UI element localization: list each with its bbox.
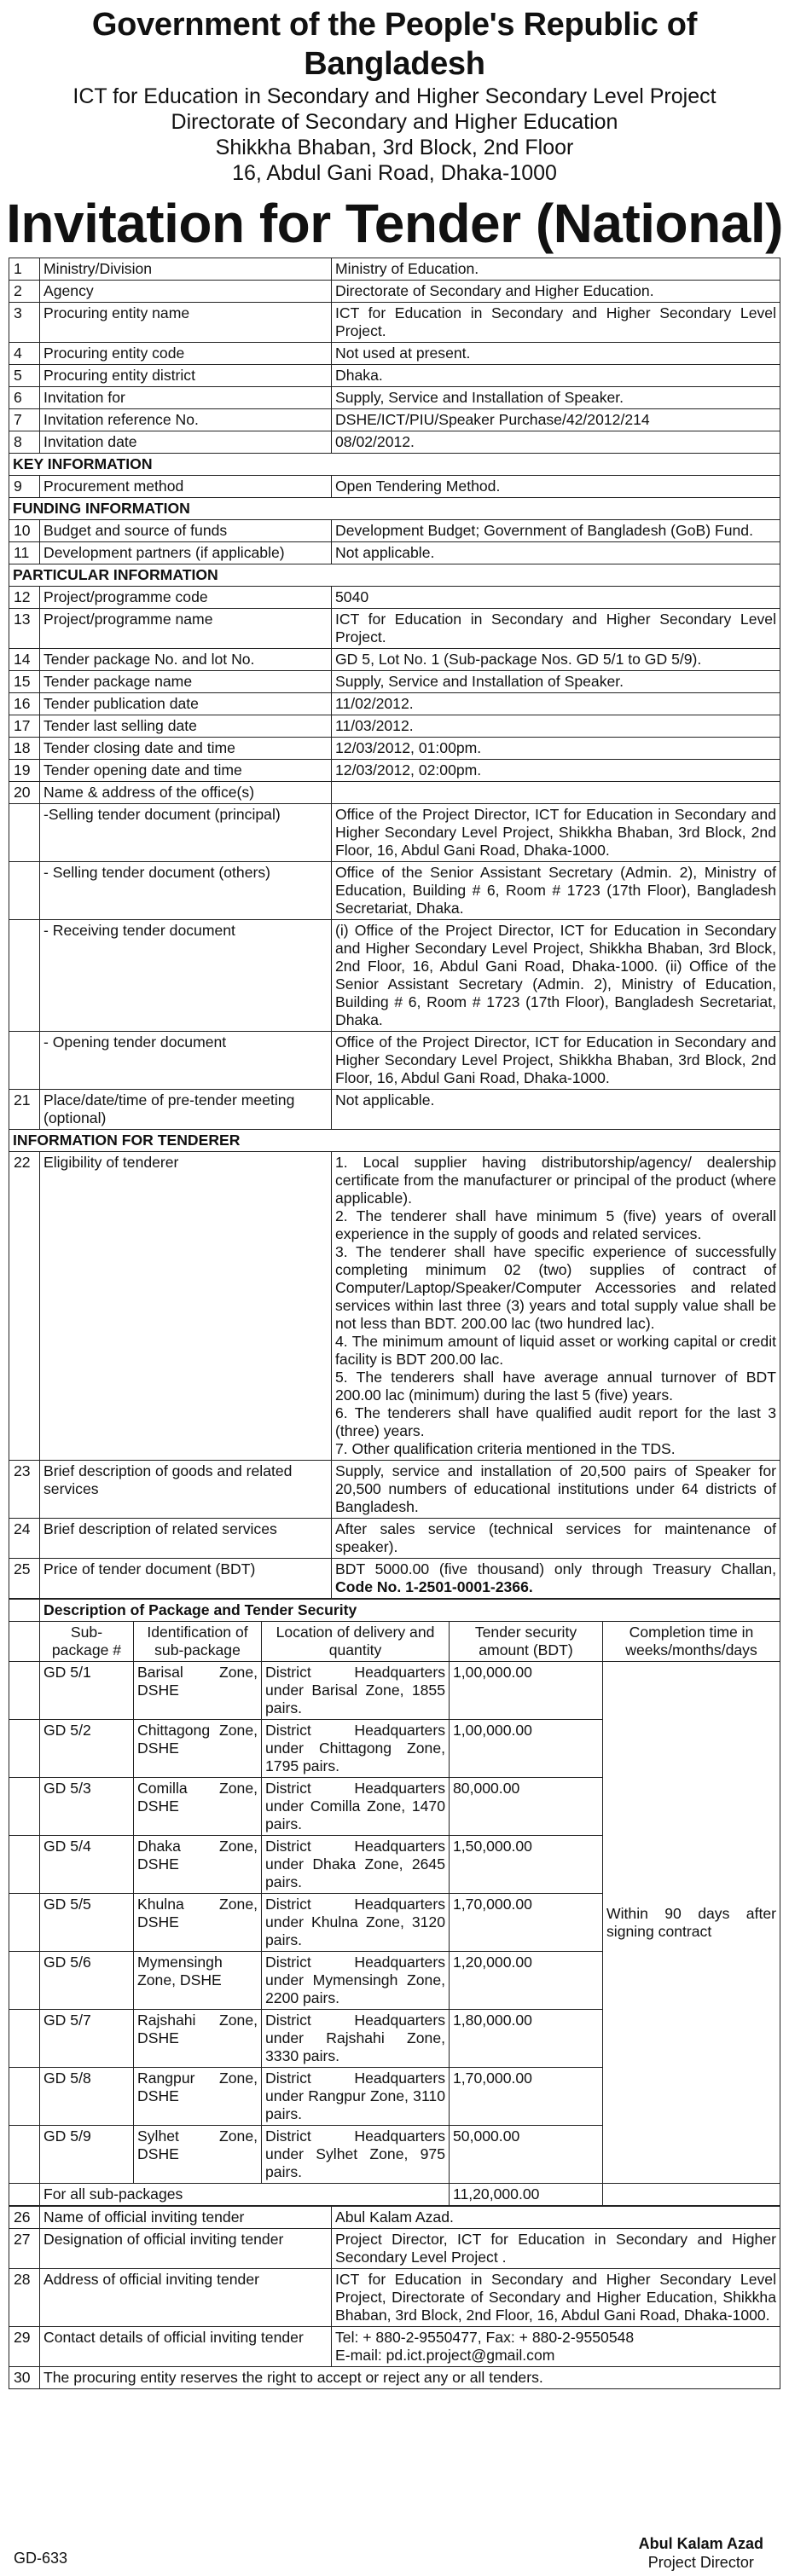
table-row [9, 609, 780, 649]
eligibility-list [332, 1152, 780, 1461]
table-row [9, 2269, 780, 2327]
row-label: Budget and source of funds [40, 520, 332, 542]
subpackage-ident: Rajshahi Zone, DSHE [134, 2010, 262, 2068]
col-header-location: Location of delivery and quantity [262, 1622, 450, 1662]
row-number: 8 [9, 431, 40, 454]
office-label: - Selling tender document (others) [40, 862, 332, 920]
signature-block [639, 2534, 763, 2572]
row-number: 16 [9, 693, 40, 715]
row-number: 7 [9, 409, 40, 431]
row-label: Tender closing date and time [40, 738, 332, 760]
subpackage-security: 1,70,000.00 [450, 2068, 603, 2126]
row-value: 12/03/2012, 01:00pm. [332, 738, 780, 760]
package-title: Description of Package and Tender Security [40, 1600, 780, 1622]
tender-title: Invitation for Tender (National) [6, 193, 783, 254]
table-row [9, 258, 780, 281]
row-value: ICT for Education in Secondary and Higher Secondary Level Project. [332, 303, 780, 343]
subpackage-location: District Headquarters under Barisal Zone, 1855 pairs. [262, 1662, 450, 1720]
office-address: Office of the Senior Assistant Secretary (Admin. 2), Ministry of Education, Building # 6, Room # 1723 (17th Floor), Bangladesh Secretariat, Dhaka. [332, 862, 780, 920]
row-value: ICT for Education in Secondary and Higher Secondary Level Project, Directorate of Secondary and Higher Education, Shikkha Bhaban, 3rd Block, 2nd Floor, 16, Abdul Gani Road, Dhaka-1000. [332, 2269, 780, 2327]
office-row [9, 862, 780, 920]
table-row [9, 476, 780, 498]
price-text: BDT 5000.00 (five thousand) only through Treasury Challan, [335, 1560, 776, 1577]
row-value: 11/02/2012. [332, 693, 780, 715]
official-info-table [9, 2206, 780, 2389]
office-label: - Receiving tender document [40, 920, 332, 1032]
row-number: 17 [9, 715, 40, 738]
subpackage-security: 1,00,000.00 [450, 1662, 603, 1720]
section-heading-row [9, 454, 780, 476]
row-value: GD 5, Lot No. 1 (Sub-package Nos. GD 5/1 to GD 5/9). [332, 649, 780, 671]
subpackage-id: GD 5/6 [40, 1952, 134, 2010]
eligibility-item: 7. Other qualification criteria mentioned in the TDS. [335, 1440, 676, 1457]
section-heading-row [9, 1130, 780, 1152]
office-address: Office of the Project Director, ICT for Education in Secondary and Higher Secondary Level Project, Shikkha Bhaban, 3rd Block, 2nd Floor, 16, Abdul Gani Road, Dhaka-1000. [332, 1032, 780, 1090]
row-label: Project/programme code [40, 587, 332, 609]
row-label: Tender package name [40, 671, 332, 693]
subpackage-id: GD 5/5 [40, 1894, 134, 1952]
row-label: Procuring entity name [40, 303, 332, 343]
row-label: Price of tender document (BDT) [40, 1559, 332, 1599]
table-row [9, 387, 780, 409]
contact-email: E-mail: pd.ict.project@gmail.com [335, 2347, 555, 2364]
subpackage-id: GD 5/3 [40, 1778, 134, 1836]
subpackage-ident: Mymensingh Zone, DSHE [134, 1952, 262, 2010]
row-label: Tender publication date [40, 693, 332, 715]
row-number: 3 [9, 303, 40, 343]
row-number: 10 [9, 520, 40, 542]
row-number: 25 [9, 1559, 40, 1599]
office-address: Office of the Project Director, ICT for Education in Secondary and Higher Secondary Level Project, Shikkha Bhaban, 3rd Block, 2nd Floor, 16, Abdul Gani Road, Dhaka-1000. [332, 804, 780, 862]
row-value: Not applicable. [332, 542, 780, 564]
subpackage-location: District Headquarters under Sylhet Zone, 975 pairs. [262, 2126, 450, 2184]
table-row [9, 431, 780, 454]
row-value: 5040 [332, 587, 780, 609]
row-value: Ministry of Education. [332, 258, 780, 281]
row-number: 2 [9, 281, 40, 303]
subpackage-security: 50,000.00 [450, 2126, 603, 2184]
subpackage-ident: Barisal Zone, DSHE [134, 1662, 262, 1720]
row-value: 08/02/2012. [332, 431, 780, 454]
reservation-note: The procuring entity reserves the right to accept or reject any or all tenders. [40, 2367, 780, 2389]
row-value: Project Director, ICT for Education in Secondary and Higher Secondary Level Project . [332, 2229, 780, 2269]
row-number: 29 [9, 2327, 40, 2367]
table-row [9, 2207, 780, 2229]
row-number: 21 [9, 1090, 40, 1130]
subpackage-id: GD 5/8 [40, 2068, 134, 2126]
subpackage-ident: Sylhet Zone, DSHE [134, 2126, 262, 2184]
row-label: Eligibility of tenderer [40, 1152, 332, 1461]
row-number: 13 [9, 609, 40, 649]
row-label: Contact details of official inviting tender [40, 2327, 332, 2367]
subpackage-location: District Headquarters under Comilla Zone, 1470 pairs. [262, 1778, 450, 1836]
subpackage-location: District Headquarters under Rangpur Zone, 3110 pairs. [262, 2068, 450, 2126]
row-label: Invitation for [40, 387, 332, 409]
section-key-information: KEY INFORMATION [9, 454, 780, 476]
subpackage-ident: Rangpur Zone, DSHE [134, 2068, 262, 2126]
completion-time: Within 90 days after signing contract [603, 1662, 780, 2184]
row-label: Brief description of goods and related services [40, 1461, 332, 1519]
contact-phone-fax: Tel: + 880-2-9550477, Fax: + 880-2-9550548 [335, 2329, 635, 2346]
row-label: Agency [40, 281, 332, 303]
table-row [9, 1559, 780, 1599]
eligibility-item: 4. The minimum amount of liquid asset or working capital or credit facility is BDT 200.00 lac. [335, 1333, 776, 1368]
subpackage-location: District Headquarters under Mymensingh Zone, 2200 pairs. [262, 1952, 450, 2010]
row-number: 20 [9, 782, 40, 804]
row-number: 27 [9, 2229, 40, 2269]
government-title: Government of the People's Republic of Bangladesh [91, 7, 698, 82]
table-row [9, 782, 780, 804]
row-value: After sales service (technical services for maintenance of speaker). [332, 1519, 780, 1559]
subpackage-security: 1,70,000.00 [450, 1894, 603, 1952]
total-value: 11,20,000.00 [450, 2184, 603, 2206]
subpackage-security: 80,000.00 [450, 1778, 603, 1836]
subpackage-security: 1,00,000.00 [450, 1720, 603, 1778]
office-label: - Opening tender document [40, 1032, 332, 1090]
total-label: For all sub-packages [40, 2184, 450, 2206]
table-row [9, 2229, 780, 2269]
row-label: Address of official inviting tender [40, 2269, 332, 2327]
subpackage-location: District Headquarters under Chittagong Zone, 1795 pairs. [262, 1720, 450, 1778]
subpackage-security: 1,80,000.00 [450, 2010, 603, 2068]
row-number: 19 [9, 760, 40, 782]
table-row [9, 520, 780, 542]
col-header-completion: Completion time in weeks/months/days [603, 1622, 780, 1662]
section-heading-row [9, 498, 780, 520]
treasury-code: Code No. 1-2501-0001-2366. [335, 1578, 533, 1595]
row-value: Dhaka. [332, 365, 780, 387]
table-row [9, 365, 780, 387]
row-number: 1 [9, 258, 40, 281]
subpackage-location: District Headquarters under Rajshahi Zone, 3330 pairs. [262, 2010, 450, 2068]
row-value: DSHE/ICT/PIU/Speaker Purchase/42/2012/214 [332, 409, 780, 431]
eligibility-item: 3. The tenderer shall have specific experience of successfully completing minimum 02 (two) supplies of contract of Computer/Laptop/Speaker/Computer Accessories and related services within last three (3) years and total supply value shall be not less than BDT. 200.00 lac (two hundred lac). [335, 1243, 776, 1332]
row-value [332, 782, 780, 804]
subpackage-id: GD 5/4 [40, 1836, 134, 1894]
subpackage-id: GD 5/2 [40, 1720, 134, 1778]
table-row [9, 542, 780, 564]
office-row [9, 920, 780, 1032]
signer-title: Project Director [647, 2554, 754, 2571]
section-heading-row [9, 564, 780, 587]
row-value: Not applicable. [332, 1090, 780, 1130]
row-label: Procuring entity code [40, 343, 332, 365]
office-row [9, 1032, 780, 1090]
row-number: 6 [9, 387, 40, 409]
row-label: Name & address of the office(s) [40, 782, 332, 804]
row-label: Name of official inviting tender [40, 2207, 332, 2229]
eligibility-item: 6. The tenderers shall have qualified audit report for the last 3 (three) years. [335, 1404, 776, 1439]
row-label: Development partners (if applicable) [40, 542, 332, 564]
row-value: Supply, service and installation of 20,500 pairs of Speaker for 20,500 numbers of educational institutions under 64 districts of Bangladesh. [332, 1461, 780, 1519]
row-number: 23 [9, 1461, 40, 1519]
row-label: Project/programme name [40, 609, 332, 649]
subpackage-ident: Chittagong Zone, DSHE [134, 1720, 262, 1778]
gd-code: GD-633 [14, 2550, 68, 2567]
col-header-security: Tender security amount (BDT) [450, 1622, 603, 1662]
row-number: 4 [9, 343, 40, 365]
row-value: Not used at present. [332, 343, 780, 365]
row-label: Ministry/Division [40, 258, 332, 281]
header-line-directorate: Directorate of Secondary and Higher Education [171, 110, 618, 134]
row-value [332, 1559, 780, 1599]
table-row [9, 671, 780, 693]
office-address: (i) Office of the Project Director, ICT for Education in Secondary and Higher Secondary Level Project, Shikkha Bhaban, 3rd Block, 2nd Floor, 16, Abdul Gani Road, Dhaka-1000. (ii) Office of the Senior Assistant Secretary (Admin. 2), Ministry of Education, Building # 6, Room # 1723 (17th Floor), Bangladesh Secretariat, Dhaka. [332, 920, 780, 1032]
col-header-subpackage: Sub-package # [40, 1622, 134, 1662]
row-label: Place/date/time of pre-tender meeting (optional) [40, 1090, 332, 1130]
table-row [9, 2367, 780, 2389]
row-value: Directorate of Secondary and Higher Education. [332, 281, 780, 303]
table-row [9, 343, 780, 365]
notice-header [0, 0, 789, 254]
row-label: Procuring entity district [40, 365, 332, 387]
section-funding-information: FUNDING INFORMATION [9, 498, 780, 520]
section-information-for-tenderer: INFORMATION FOR TENDERER [9, 1130, 780, 1152]
section-particular-information: PARTICULAR INFORMATION [9, 564, 780, 587]
row-number: 5 [9, 365, 40, 387]
tender-info-table [9, 258, 780, 1599]
row-value: Abul Kalam Azad. [332, 2207, 780, 2229]
table-row [9, 693, 780, 715]
eligibility-row [9, 1152, 780, 1461]
table-row [9, 649, 780, 671]
row-number: 15 [9, 671, 40, 693]
row-label: Tender opening date and time [40, 760, 332, 782]
row-value [332, 2327, 780, 2367]
row-number: 24 [9, 1519, 40, 1559]
header-line-project: ICT for Education in Secondary and Higher Secondary Level Project [73, 84, 716, 108]
subpackage-security: 1,20,000.00 [450, 1952, 603, 2010]
row-number: 30 [9, 2367, 40, 2389]
table-row [9, 281, 780, 303]
row-number: 14 [9, 649, 40, 671]
row-label: Brief description of related services [40, 1519, 332, 1559]
eligibility-item: 1. Local supplier having distributorship/agency/ dealership certificate from the manufacturer or principal of the product (where applicable). [335, 1154, 776, 1207]
row-number: 22 [9, 1152, 40, 1461]
package-total-row [9, 2184, 780, 2206]
office-row [9, 804, 780, 862]
table-row [9, 715, 780, 738]
table-row [9, 1519, 780, 1559]
package-title-row [9, 1600, 780, 1622]
row-number: 28 [9, 2269, 40, 2327]
subpackage-security: 1,50,000.00 [450, 1836, 603, 1894]
subpackage-ident: Khulna Zone, DSHE [134, 1894, 262, 1952]
subpackage-ident: Dhaka Zone, DSHE [134, 1836, 262, 1894]
table-row [9, 1090, 780, 1130]
row-value: Supply, Service and Installation of Speaker. [332, 387, 780, 409]
col-header-identification: Identification of sub-package [134, 1622, 262, 1662]
row-value: Open Tendering Method. [332, 476, 780, 498]
row-number: 26 [9, 2207, 40, 2229]
row-label: Tender last selling date [40, 715, 332, 738]
subpackage-location: District Headquarters under Dhaka Zone, 2645 pairs. [262, 1836, 450, 1894]
row-label: Tender package No. and lot No. [40, 649, 332, 671]
table-row [9, 409, 780, 431]
table-row [9, 738, 780, 760]
package-row [9, 1662, 780, 1720]
table-row [9, 760, 780, 782]
row-label: Designation of official inviting tender [40, 2229, 332, 2269]
table-row [9, 587, 780, 609]
row-number: 12 [9, 587, 40, 609]
row-value: ICT for Education in Secondary and Higher Secondary Level Project. [332, 609, 780, 649]
row-label: Procurement method [40, 476, 332, 498]
office-label: -Selling tender document (principal) [40, 804, 332, 862]
subpackage-id: GD 5/9 [40, 2126, 134, 2184]
table-row [9, 1461, 780, 1519]
table-row [9, 303, 780, 343]
row-number: 18 [9, 738, 40, 760]
subpackage-ident: Comilla Zone, DSHE [134, 1778, 262, 1836]
row-value: Supply, Service and Installation of Speaker. [332, 671, 780, 693]
subpackage-id: GD 5/1 [40, 1662, 134, 1720]
package-header-row [9, 1622, 780, 1662]
signer-name: Abul Kalam Azad [638, 2535, 763, 2552]
row-value: 11/03/2012. [332, 715, 780, 738]
eligibility-item: 2. The tenderer shall have minimum 5 (five) years of overall experience in the supply of goods and related services. [335, 1207, 776, 1242]
row-number: 11 [9, 542, 40, 564]
subpackage-location: District Headquarters under Khulna Zone, 3120 pairs. [262, 1894, 450, 1952]
header-line-building: Shikkha Bhaban, 3rd Block, 2nd Floor [215, 136, 574, 159]
header-line-address: 16, Abdul Gani Road, Dhaka-1000 [232, 161, 557, 185]
subpackage-id: GD 5/7 [40, 2010, 134, 2068]
package-table [9, 1599, 780, 2206]
row-value: 12/03/2012, 02:00pm. [332, 760, 780, 782]
row-label: Invitation reference No. [40, 409, 332, 431]
eligibility-item: 5. The tenderers shall have average annual turnover of BDT 200.00 lac (minimum) during the last 5 (five) years. [335, 1369, 776, 1404]
row-number: 9 [9, 476, 40, 498]
table-row [9, 2327, 780, 2367]
row-value: Development Budget; Government of Bangladesh (GoB) Fund. [332, 520, 780, 542]
row-label: Invitation date [40, 431, 332, 454]
